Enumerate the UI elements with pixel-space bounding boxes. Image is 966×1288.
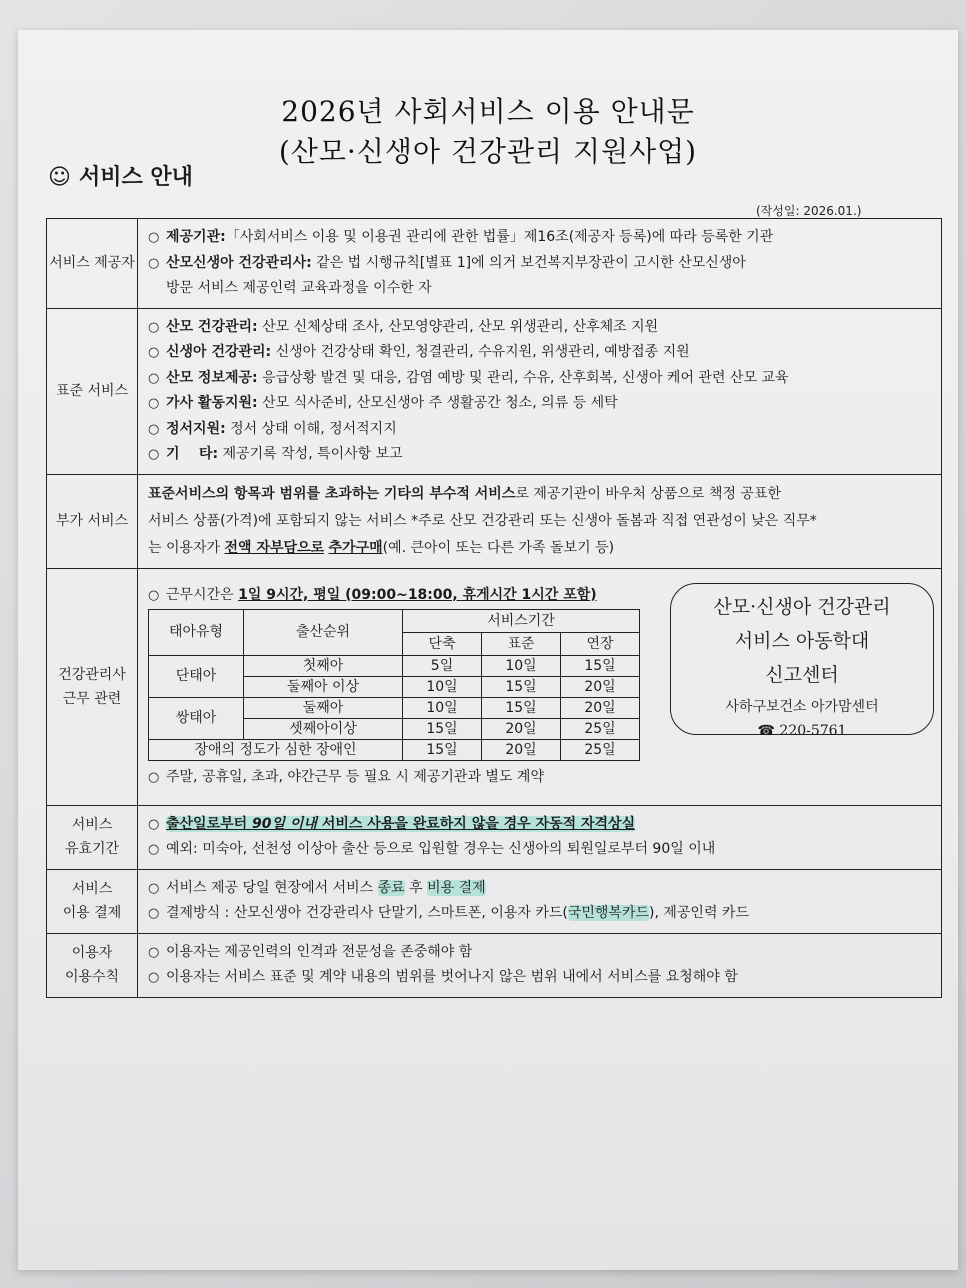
th-std: 표준 [482,632,561,655]
cell-single: 단태아 [149,655,244,697]
center-line-1: 산모·신생아 건강관리 [713,595,891,618]
row-standard [47,308,942,474]
service-period-table [148,609,640,761]
content-validity [138,805,942,869]
validity-line-1-a: 출산일로부터 [166,815,253,832]
bullet-icon: ○ [148,396,160,411]
payment-end: 종료 [377,879,405,896]
provider-item-2-text: 같은 법 시행규칙[별표 1]에 의거 보건복지부장관이 고시한 산모신생아 [311,254,746,271]
payment-line-1-a: 서비스 제공 당일 현장에서 서비스 [166,879,378,896]
label-rules [47,933,138,997]
cell-short: 5일 [403,655,482,676]
bullet-icon: ○ [148,880,160,896]
rules-line-2 [148,965,931,991]
content-rules [138,933,942,997]
label-payment-line-1: 서비스 [71,881,113,897]
extra-line-3-a: 는 이용자가 [148,539,225,556]
validity-line-2-text: 예외: 미숙아, 선천성 이상아 출산 등으로 입원할 경우는 신생아의 퇴원일로부터 90일 이내 [166,841,716,857]
standard-item [148,315,931,341]
label-standard: 표준 서비스 [47,308,138,474]
bullet-icon: ○ [148,421,160,437]
center-line-2: 서비스 아동학대 [734,629,870,652]
standard-item-key: 산모 정보제공: [166,369,258,386]
content-extra [138,474,942,568]
row-validity [47,805,942,869]
rules-line-2-text: 이용자는 서비스 표준 및 계약 내용의 범위를 벗어나지 않은 범위 내에서 서비스를 요청해야 함 [166,969,738,985]
cell-long: 25일 [561,739,640,760]
provider-item-2-key: 산모신생아 건강관리사: [166,254,312,271]
extra-additional-purchase: 추가구매 [328,539,383,556]
center-phone-number: 220-5761 [779,722,847,739]
cell-order: 둘째아 이상 [244,676,403,697]
payment-line-2-c: ), 제공인력 카드 [649,905,749,921]
label-payment [47,869,138,933]
cell-order: 둘째아 [244,697,403,718]
cell-twin: 쌍태아 [149,697,244,739]
payment-line-1-c: 후 [404,879,428,896]
label-provider: 서비스 제공자 [47,219,138,309]
work-hours [148,583,597,609]
label-work [47,568,138,805]
row-provider [47,219,942,309]
provider-item-1 [148,225,931,251]
standard-item-key: 신생아 건강관리: [166,344,272,360]
validity-main [166,816,635,832]
cell-short: 15일 [403,739,482,760]
abuse-report-center-box [670,583,934,739]
cell-long: 25일 [561,718,640,739]
document-title: 2026년 사회서비스 이용 안내문 [281,95,695,128]
provider-item-1-key: 제공기관: [166,229,226,245]
label-rules-line-2: 이용수칙 [64,969,120,985]
content-payment [138,869,942,933]
validity-line-2 [148,837,931,863]
label-work-line-1: 건강관리사 [58,666,126,683]
cell-long: 20일 [561,676,640,697]
cell-std: 10일 [482,655,561,676]
standard-item-text: 산모 신체상태 조사, 산모영양관리, 산모 위생관리, 산후체조 지원 [257,318,659,335]
validity-line-1-c: 서비스 사용을 완료하지 않을 경우 자동적 자격상실 [316,815,636,832]
center-line-4: 사하구보건소 아가맘센터 [725,698,879,715]
extra-line-1 [148,481,931,508]
standard-item-key: 가사 활동지원: [166,395,258,411]
table-row [149,655,640,676]
bullet-icon: ○ [148,255,160,271]
extra-line-1-bold: 표준서비스의 항목과 범위를 초과하는 기타의 부수적 서비스 [148,485,516,502]
bullet-icon: ○ [148,816,160,832]
row-extra [47,474,942,568]
document-page [18,30,958,1270]
content-provider [138,219,942,309]
cell-std: 20일 [482,739,561,760]
th-long: 연장 [561,632,640,655]
standard-item-key: 정서지원: [166,420,226,437]
bullet-icon: ○ [148,944,160,960]
payment-pay: 비용 결제 [427,879,486,896]
label-validity [47,805,138,869]
row-payment [47,869,942,933]
cell-disabled: 장애의 정도가 심한 장애인 [149,739,403,760]
standard-item-key: 기 타: [166,446,219,462]
extra-line-1-rest: 로 제공기관이 바우처 상품으로 책정 공표한 [515,485,782,502]
cell-short: 10일 [403,676,482,697]
th-type: 태아유형 [149,609,244,655]
label-work-line-2: 근무 관련 [62,690,122,707]
standard-item-text: 응급상황 발견 및 대응, 감염 예방 및 관리, 수유, 산후회복, 신생아 케어 관련 산모 교육 [257,369,789,386]
extra-line-2: 서비스 상품(가격)에 포함되지 않는 서비스 *주로 산모 건강관리 또는 신생아 돌봄과 직접 연관성이 낮은 직무* [148,512,817,529]
payment-card: 국민행복카드 [567,905,650,921]
th-period: 서비스기간 [403,609,640,632]
label-extra: 부가 서비스 [47,474,138,568]
th-short: 단축 [403,632,482,655]
bullet-icon: ○ [148,230,160,245]
label-validity-line-2: 유효기간 [64,841,120,857]
standard-item-text: 산모 식사준비, 산모신생아 주 생활공간 청소, 의류 등 세탁 [257,395,618,411]
cell-long: 20일 [561,697,640,718]
center-line-3: 신고센터 [765,663,839,686]
bullet-icon: ○ [148,769,160,785]
payment-line-1 [148,876,931,902]
service-info-table [46,218,942,998]
table-row [149,739,640,760]
work-note-text: 주말, 공휴일, 초과, 야간근무 등 필요 시 제공기관과 별도 계약 [166,768,544,785]
standard-item [148,442,931,468]
rules-line-1-text: 이용자는 제공인력의 인격과 전문성을 존중해야 함 [166,943,473,960]
work-hours-a: 근무시간은 [166,586,239,603]
cell-long: 15일 [561,655,640,676]
bullet-icon: ○ [148,906,160,921]
extra-line-3-example: (예. 큰아이 또는 다른 가족 돌보기 등) [382,539,615,556]
work-note [148,765,544,791]
standard-item-text: 신생아 건강상태 확인, 청결관리, 수유지원, 위생관리, 예방접종 지원 [271,344,690,360]
label-rules-line-1: 이용자 [71,945,113,961]
th-order: 출산순위 [244,609,403,655]
smile-icon: ☺ [48,165,71,190]
cell-std: 15일 [482,697,561,718]
standard-item [148,340,931,366]
cell-short: 10일 [403,697,482,718]
standard-item [148,417,931,443]
label-validity-line-1: 서비스 [71,817,113,833]
work-wrap [148,575,931,799]
validity-90days: 90일 이내 [252,815,317,832]
bullet-icon: ○ [148,370,160,386]
extra-self-pay: 전액 자부담으로 [224,539,325,556]
bullet-icon: ○ [148,345,160,360]
document-subtitle: (산모·신생아 건강관리 지원사업) [278,135,698,168]
cell-order: 셋째아이상 [244,718,403,739]
standard-item-text: 제공기록 작성, 특이사항 보고 [218,446,403,462]
bullet-icon: ○ [148,587,160,603]
rules-line-1 [148,940,931,966]
standard-item-key: 산모 건강관리: [166,318,258,335]
center-phone [671,720,933,742]
payment-line-2 [148,901,931,927]
bullet-icon: ○ [148,447,160,462]
table-row [149,697,640,718]
section-heading-text: 서비스 안내 [78,165,193,190]
section-heading [48,160,193,191]
cell-std: 20일 [482,718,561,739]
bullet-icon: ○ [148,319,160,335]
standard-item [148,366,931,392]
bullet-icon: ○ [148,970,160,985]
label-payment-line-2: 이용 결제 [62,905,122,921]
work-hours-b: 1일 9시간, 평일 (09:00~18:00, 휴게시간 1시간 포함) [238,586,597,603]
bullet-icon: ○ [148,842,160,857]
payment-line-2-a: 결제방식 : 산모신생아 건강관리사 단말기, 스마트폰, 이용자 카드( [166,905,568,921]
content-work [138,568,942,805]
cell-short: 15일 [403,718,482,739]
standard-item [148,391,931,417]
content-standard [138,308,942,474]
provider-item-2-cont: 방문 서비스 제공인력 교육과정을 이수한 자 [166,280,432,296]
validity-line-1 [148,812,931,838]
provider-item-2 [148,251,931,277]
provider-item-1-text: 「사회서비스 이용 및 이용권 관리에 관한 법률」제16조(제공자 등록)에 따라 등록한 기관 [225,229,774,245]
standard-item-text: 정서 상태 이해, 정서적지지 [225,420,397,437]
document-date: (작성일: 2026.01.) [756,204,862,218]
row-work [47,568,942,805]
row-rules [47,933,942,997]
cell-std: 15일 [482,676,561,697]
phone-icon: ☎ [757,722,775,739]
extra-line-3 [148,535,931,562]
cell-order: 첫째아 [244,655,403,676]
